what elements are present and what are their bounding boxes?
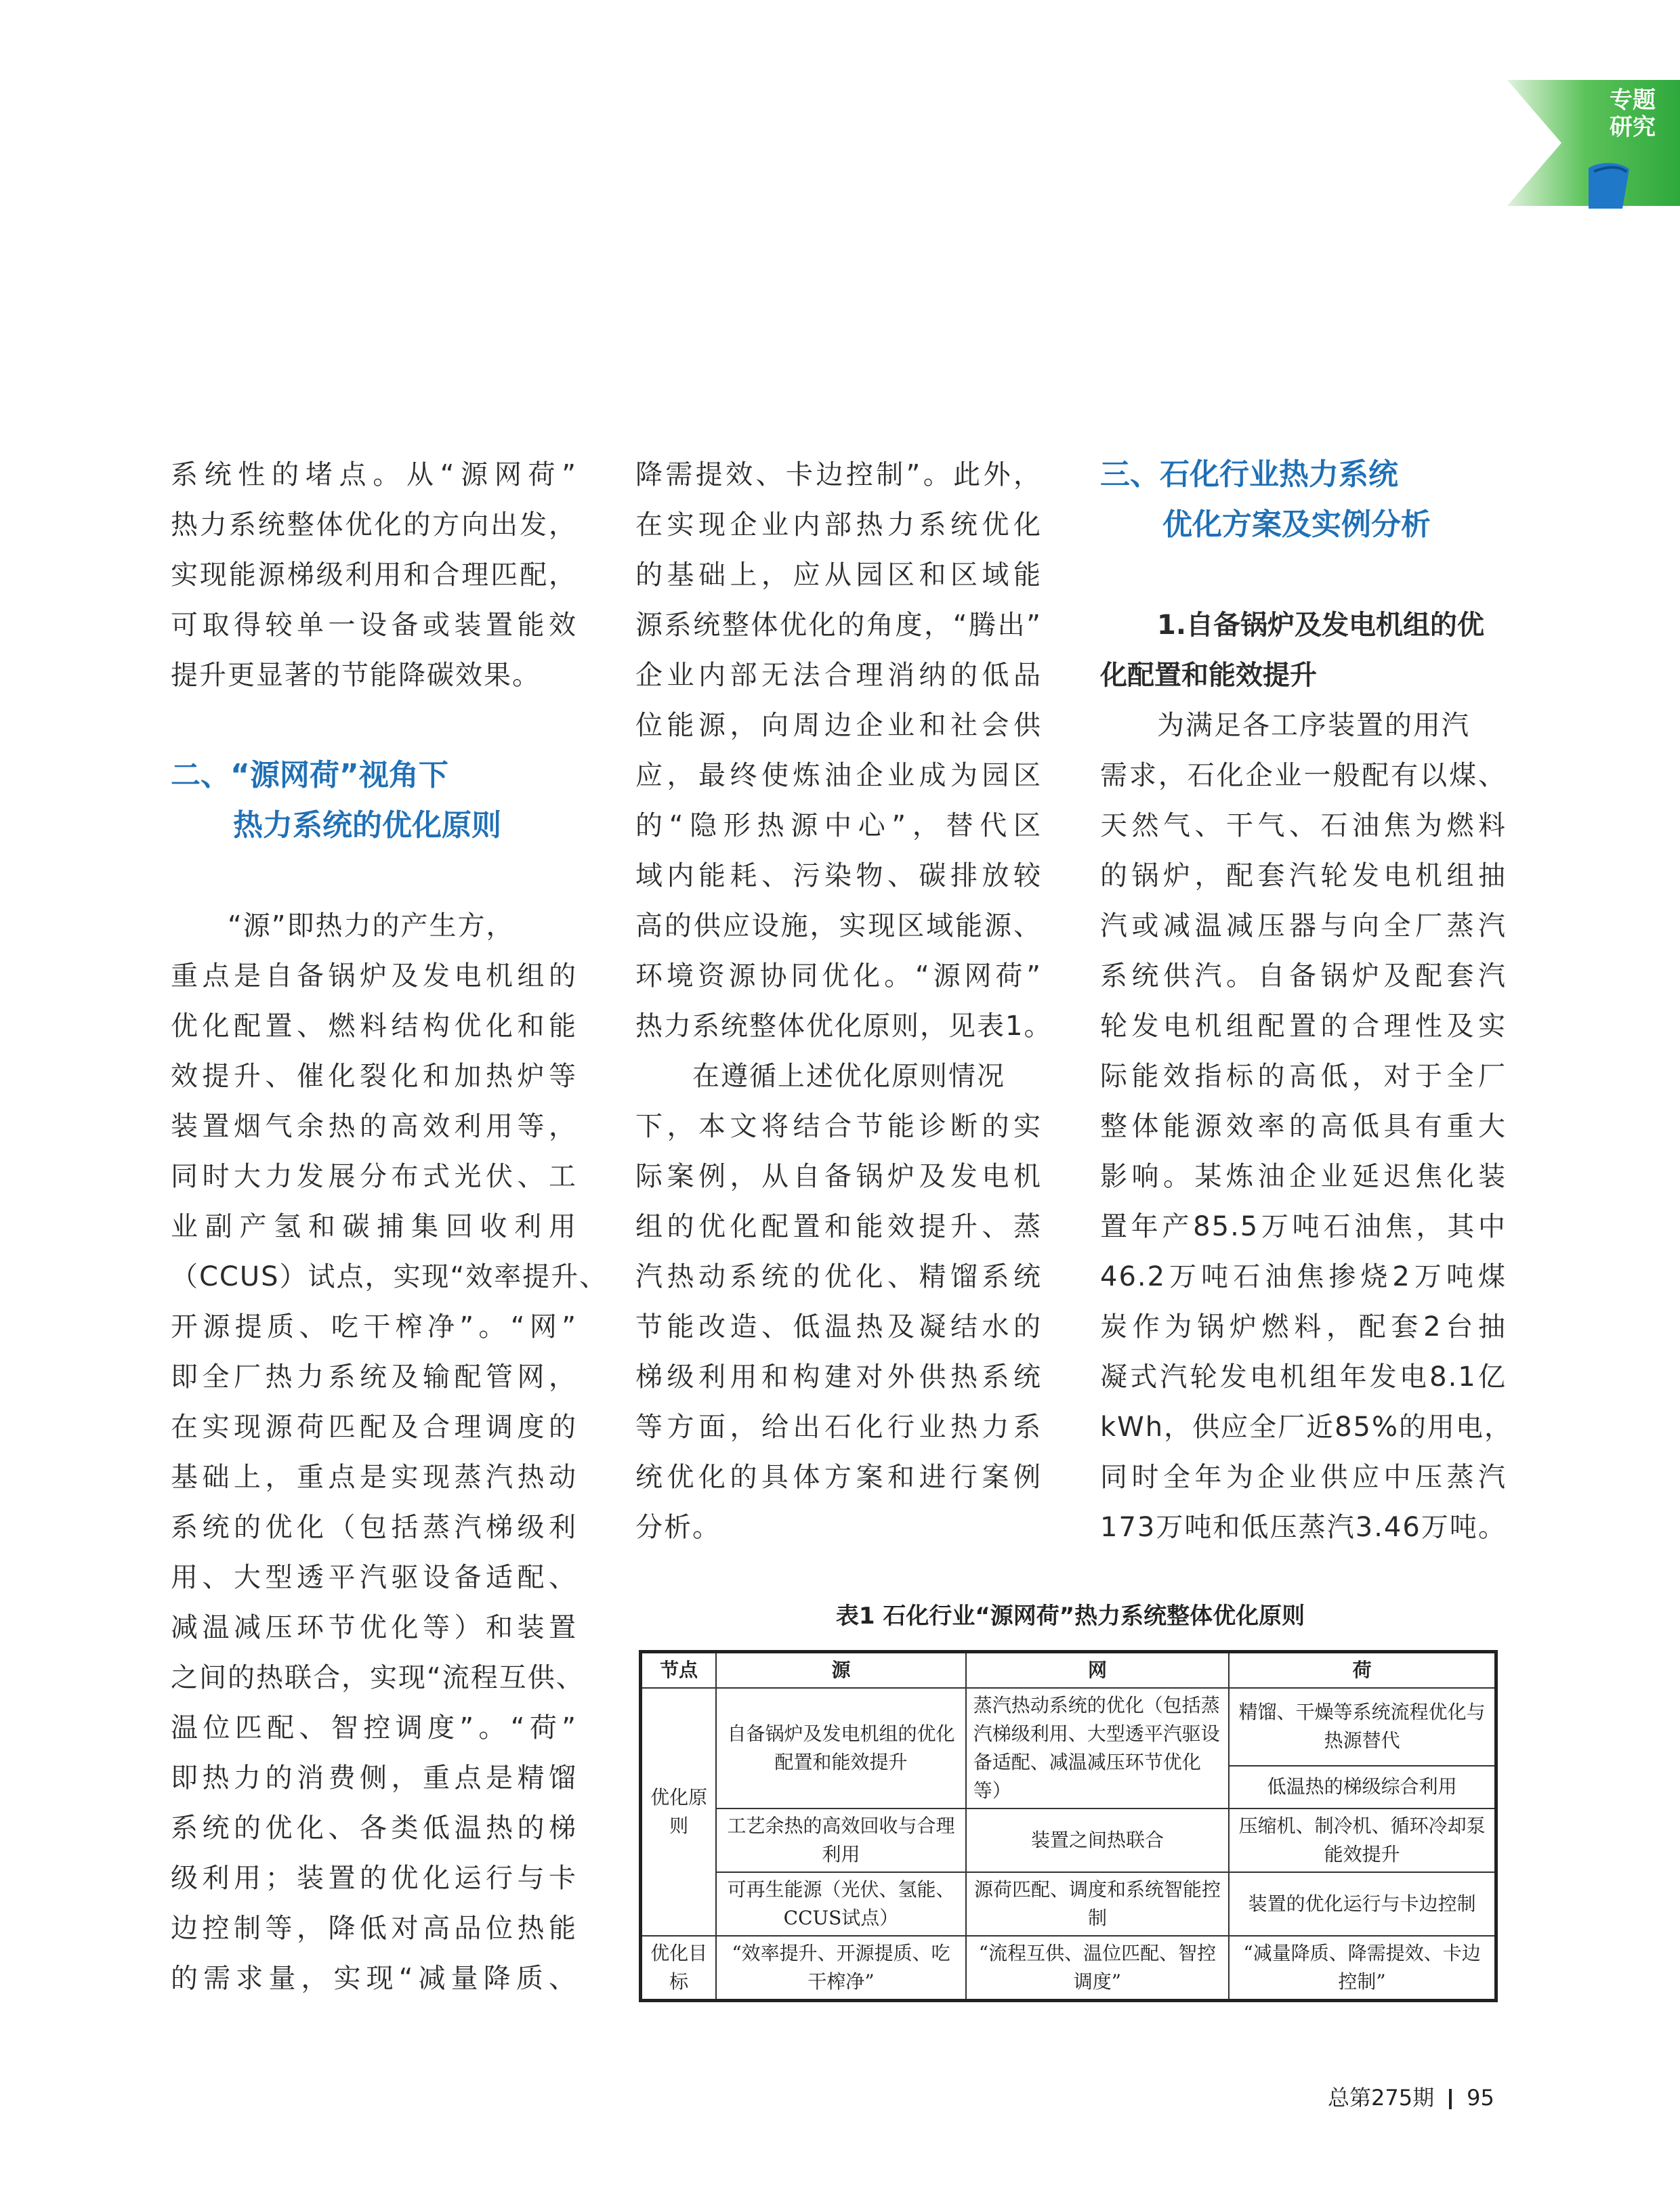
paragraph-line: 重点是自备锅炉及发电机组的 <box>171 960 577 992</box>
table-row <box>641 1688 1496 1766</box>
paragraph-line: 46.2万吨石油焦掺烧2万吨煤 <box>1100 1261 1507 1292</box>
table-row <box>641 1872 1496 1936</box>
header-grid: 网 <box>966 1652 1229 1689</box>
table-cell: 压缩机、制冷机、循环冷却泵能效提升 <box>1229 1808 1496 1872</box>
paragraph-line: 业副产氢和碳捕集回收利用 <box>171 1211 577 1242</box>
paragraph-line: 减温减压环节优化等）和装置 <box>171 1612 577 1643</box>
paragraph-line: 汽或减温减压器与向全厂蒸汽 <box>1100 910 1507 942</box>
table-caption: 表1 石化行业“源网荷”热力系统整体优化原则 <box>835 1603 1305 1630</box>
text-column-3 <box>1100 450 1513 1552</box>
section-tab-label <box>1585 87 1680 141</box>
paragraph-line: “源”即热力的产生方， <box>228 910 515 942</box>
table-cell: 工艺余热的高效回收与合理利用 <box>716 1808 966 1872</box>
paragraph-line: （CCUS）试点，实现“效率提升、 <box>171 1261 608 1292</box>
table-cell: 低温热的梯级综合利用 <box>1229 1766 1496 1808</box>
paragraph-line: 系统的优化（包括蒸汽梯级利 <box>171 1512 577 1543</box>
paragraph-line: 即全厂热力系统及输配管网， <box>171 1361 577 1393</box>
header-source: 源 <box>716 1652 966 1689</box>
section-tab-line-2: 研究 <box>1610 114 1656 141</box>
paragraph-line: 在实现企业内部热力系统优化 <box>635 509 1042 541</box>
paragraph-line: 位能源，向周边企业和社会供 <box>635 710 1042 741</box>
paragraph-line: 降需提效、卡边控制”。此外， <box>635 459 1042 490</box>
paragraph-line: 温位匹配、智控调度”。“荷” <box>171 1712 577 1743</box>
table-row <box>641 1808 1496 1872</box>
footer-divider <box>1449 2089 1452 2109</box>
paragraph-line: 提升更显著的节能降碳效果。 <box>171 660 541 691</box>
paragraph-line: 环境资源协同优化。“源网荷” <box>635 960 1042 992</box>
paragraph-line: 系统的优化、各类低温热的梯 <box>171 1813 577 1844</box>
paragraph-line: 装置烟气余热的高效利用等， <box>171 1111 577 1142</box>
section-heading-2-line-2: 热力系统的优化原则 <box>233 808 501 843</box>
paragraph-line: 在实现源荷匹配及合理调度的 <box>171 1412 577 1443</box>
paragraph-line: 即热力的消费侧，重点是精馏 <box>171 1762 577 1794</box>
section-heading-3-line-2: 优化方案及实例分析 <box>1162 507 1431 542</box>
paragraph-line: 实现能源梯级利用和合理匹配， <box>171 559 577 591</box>
paragraph-line: 的“隐形热源中心”，替代区 <box>635 810 1042 841</box>
paragraph-line: 际案例，从自备锅炉及发电机 <box>635 1161 1042 1192</box>
paragraph-line: 梯级利用和构建对外供热系统 <box>635 1361 1042 1393</box>
paragraph-line: 的锅炉，配套汽轮发电机组抽 <box>1100 860 1507 891</box>
paragraph-line: 凝式汽轮发电机组年发电8.1亿 <box>1100 1361 1507 1393</box>
text-column-2 <box>635 450 1053 1552</box>
paragraph-line: 同时大力发展分布式光伏、工 <box>171 1161 577 1192</box>
paragraph-line: 系统供汽。自备锅炉及配套汽 <box>1100 960 1507 992</box>
paragraph-line: 的基础上，应从园区和区域能 <box>635 559 1042 591</box>
table-row <box>641 1936 1496 2001</box>
header-node: 节点 <box>641 1652 717 1689</box>
paragraph-line: 应，最终使炼油企业成为园区 <box>635 760 1042 791</box>
paragraph-line: 节能改造、低温热及凝结水的 <box>635 1311 1042 1342</box>
paragraph-line: 分析。 <box>635 1512 721 1543</box>
issue-number: 总第275期 <box>1328 2085 1435 2111</box>
header-load: 荷 <box>1229 1652 1496 1689</box>
table-cell: 装置的优化运行与卡边控制 <box>1229 1872 1496 1936</box>
paragraph-line: 基础上，重点是实现蒸汽热动 <box>171 1462 577 1493</box>
paragraph-line: 源系统整体优化的角度，“腾出” <box>635 610 1042 641</box>
paragraph-line: 统优化的具体方案和进行案例 <box>635 1462 1042 1493</box>
paragraph-line: 影响。某炼油企业延迟焦化装 <box>1100 1161 1507 1192</box>
paragraph-line: 可取得较单一设备或装置能效 <box>171 610 577 641</box>
paragraph-line: 需求，石化企业一般配有以煤、 <box>1100 760 1507 791</box>
table-header-row <box>641 1652 1496 1689</box>
paragraph-line: 置年产85.5万吨石油焦，其中 <box>1100 1211 1507 1242</box>
paragraph-line: kWh，供应全厂近85%的用电， <box>1100 1412 1513 1443</box>
paragraph-line: 天然气、干气、石油焦为燃料 <box>1100 810 1507 841</box>
table-cell: 装置之间热联合 <box>966 1808 1229 1872</box>
paragraph-line: 同时全年为企业供应中压蒸汽 <box>1100 1462 1507 1493</box>
paragraph-line: 系统性的堵点。从“源网荷” <box>171 459 577 490</box>
table-cell: 精馏、干燥等系统流程优化与热源替代 <box>1229 1688 1496 1766</box>
table-cell: “效率提升、开源提质、吃干榨净” <box>716 1936 966 2001</box>
table-cell: 可再生能源（光伏、氢能、CCUS试点） <box>716 1872 966 1936</box>
paragraph-line: 企业内部无法合理消纳的低品 <box>635 660 1042 691</box>
paragraph-line: 下，本文将结合节能诊断的实 <box>635 1111 1042 1142</box>
principles-table <box>639 1650 1498 2002</box>
table-cell: “流程互供、温位匹配、智控调度” <box>966 1936 1229 2001</box>
table-cell: 源荷匹配、调度和系统智能控制 <box>966 1872 1229 1936</box>
paragraph-line: 炭作为锅炉燃料，配套2台抽 <box>1100 1311 1507 1342</box>
paragraph-line: 热力系统整体优化的方向出发， <box>171 509 577 541</box>
row-label-principle: 优化原则 <box>641 1688 717 1936</box>
paragraph-line: 173万吨和低压蒸汽3.46万吨。 <box>1100 1512 1507 1543</box>
paragraph-line: 高的供应设施，实现区域能源、 <box>635 910 1042 942</box>
paragraph-line: 优化配置、燃料结构优化和能 <box>171 1011 577 1042</box>
paragraph-line: 级利用；装置的优化运行与卡 <box>171 1863 577 1894</box>
table-cell: “减量降质、降需提效、卡边控制” <box>1229 1936 1496 2001</box>
text-column-1 <box>171 450 608 2004</box>
paragraph-line: 际能效指标的高低，对于全厂 <box>1100 1061 1507 1092</box>
paragraph-line: 汽热动系统的优化、精馏系统 <box>635 1261 1042 1292</box>
table-cell: 蒸汽热动系统的优化（包括蒸汽梯级利用、大型透平汽驱设备适配、减温减压环节优化等） <box>966 1688 1229 1808</box>
paragraph-line: 域内能耗、污染物、碳排放较 <box>635 860 1042 891</box>
page-number: 95 <box>1467 2085 1494 2111</box>
section-tab-line-1: 专题 <box>1610 87 1656 114</box>
paragraph-line: 轮发电机组配置的合理性及实 <box>1100 1011 1507 1042</box>
paragraph-line: 等方面，给出石化行业热力系 <box>635 1412 1042 1443</box>
section-heading-3-line-1: 三、石化行业热力系统 <box>1100 457 1398 492</box>
paragraph-line: 用、大型透平汽驱设备适配、 <box>171 1562 577 1593</box>
paragraph-line: 整体能源效率的高低具有重大 <box>1100 1111 1507 1142</box>
page-footer <box>1328 2081 1494 2112</box>
paragraph-line: 在遵循上述优化原则情况 <box>692 1061 1005 1092</box>
table-cell: 自备锅炉及发电机组的优化配置和能效提升 <box>716 1688 966 1808</box>
section-heading-2-line-1: 二、“源网荷”视角下 <box>171 758 448 792</box>
paragraph-line: 效提升、催化裂化和加热炉等 <box>171 1061 577 1092</box>
row-label-goal: 优化目标 <box>641 1936 717 2001</box>
paragraph-line: 的需求量，实现“减量降质、 <box>171 1963 577 1994</box>
paragraph-line: 组的优化配置和能效提升、蒸 <box>635 1211 1042 1242</box>
paragraph-line: 热力系统整体优化原则，见表1。 <box>635 1011 1053 1042</box>
paragraph-line: 为满足各工序装置的用汽 <box>1157 710 1470 741</box>
paragraph-line: 之间的热联合，实现“流程互供、 <box>171 1662 585 1693</box>
subheading-1-line-2: 化配置和能效提升 <box>1100 660 1317 691</box>
subheading-1-line-1: 1.自备锅炉及发电机组的优 <box>1157 610 1485 641</box>
paragraph-line: 边控制等，降低对高品位热能 <box>171 1913 577 1944</box>
paragraph-line: 开源提质、吃干榨净”。“网” <box>171 1311 577 1342</box>
